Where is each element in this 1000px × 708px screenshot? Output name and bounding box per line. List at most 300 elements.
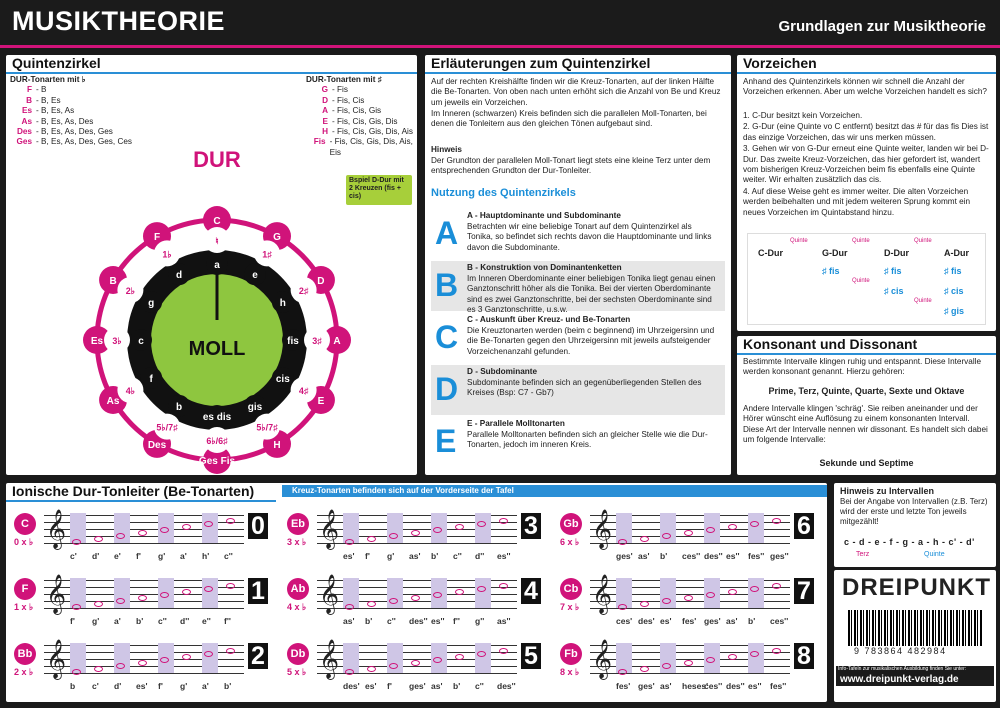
quintenzirkel-panel [6,55,417,475]
major-key-label: A [333,336,341,347]
vorzeichen-steps [743,111,990,219]
note-head [116,663,125,669]
note-label: d'' [180,616,190,626]
key-accidentals: - Fis, Cis, Gis, Dis, Ais [332,127,413,137]
note-head [772,648,781,654]
note-label: ges' [638,681,655,691]
note-head [138,660,147,666]
note-label: h' [202,551,210,561]
key-accidentals: - B, Es, As, Des, Ges [36,127,113,137]
key-name: Fis [313,137,326,147]
note-head [72,539,81,545]
scale-number: 8 [794,643,814,669]
konsonant-text: Bestimmte Intervalle klingen ruhig und entspannt. Diese Intervalle werden konsonant genannt. Hierzu gehören: [743,357,982,377]
flat-keys-title: DUR-Tonarten mit ♭ [10,75,86,84]
key-name: A [322,106,328,116]
page-title: MUSIKTHEORIE [12,6,226,36]
note-head [226,518,235,524]
note-label: ges'' [770,551,789,561]
minor-key-label: d [175,270,183,282]
usage-item [431,417,725,467]
note-label: des'' [497,681,516,691]
note-label: b' [365,616,373,626]
scale-number: 7 [794,578,814,604]
note-label: as'' [497,616,511,626]
key-name: D [322,95,328,105]
circle-of-fifths [6,55,417,475]
usage-title: D - Subdominante [467,367,538,376]
note-label: ges' [616,551,633,561]
note-label: es' [660,616,672,626]
note-head [455,524,464,530]
note-label: b' [660,551,668,561]
scale-number: 1 [248,578,268,604]
note-label: ges' [704,616,721,626]
note-label: heses' [682,681,709,691]
minor-key-label: b [175,401,183,413]
note-head [433,592,442,598]
note-label: f' [136,551,141,561]
accidental-count: 6 x ♭ [560,537,580,547]
scale-key: Cb [560,578,582,600]
accidental-count: 5♭/7♯ [156,422,178,433]
vorzeichen-diagram [747,233,986,325]
note-head [226,583,235,589]
major-key-label: Ges Fis [198,456,236,467]
note-label: ces'' [682,551,701,561]
note-label: b' [224,681,232,691]
key-name: H [322,127,328,137]
key-accidentals: - B, Es [36,95,61,105]
note-label: ces' [616,616,633,626]
key-accidentals: - B, Es, As, Des, Ges, Ces [36,137,133,147]
accidental-count: 0 x ♭ [14,537,34,547]
scale-row [12,637,274,697]
intro-text: Auf der rechten Kreishälfte finden wir die Kreuz-Tonarten, auf der linken Hälfte die Be-Tonarten. Von oben nach unten erhöht sich die Anzahl von Be und Kreuz um jeweils ein Vorzeichen. [431,77,721,107]
note-label: b [70,681,76,691]
note-label: as' [660,681,672,691]
note-label: ces'' [770,616,789,626]
note-head [138,595,147,601]
panel-title: Erläuterungen zum Quintenzirkel [425,55,731,71]
scale-number: 0 [248,513,268,539]
note-head [750,586,759,592]
moll-label: MOLL [188,338,246,360]
hinweis-text: Bei der Angabe von Intervallen (z.B. Terz) wird der erste und letzte Ton jeweils mitgezählt! [840,497,988,526]
dissonant-list: Sekunde und Septime [819,458,914,468]
usage-text: Parallele Molltonarten befinden sich an gleicher Stelle wie die Dur-Tonarten, jedoch im inneren Kreis. [467,430,708,450]
erlaeuterung-panel [425,55,731,475]
note-head [684,595,693,601]
major-key-label: Des [147,439,167,451]
note-label: as' [409,551,421,561]
fis-mark: ♯ fis [944,266,962,276]
note-head [640,536,649,542]
minor-key-label: g [148,298,155,309]
note-label: as' [726,616,738,626]
usage-item [431,365,725,415]
minor-key-label: fis [287,336,299,347]
note-head [706,657,715,663]
hinweis-text: Der Grundton der parallelen Moll-Tonart liegt stets eine kleine Terz unter dem entsprechenden Grundton der Dur-Tonleiter. [431,156,711,176]
note-head [728,589,737,595]
accidental-count: 2 x ♭ [14,667,34,677]
accidental-count: 3♯ [312,336,322,346]
note-head [411,660,420,666]
major-key-label: B [109,276,117,287]
usage-item [431,313,725,363]
key-g: G-Dur [822,248,848,258]
key-accidentals: - B [36,85,47,95]
scale-key: Eb [287,513,309,535]
key-accidentals: - B, Es, As, Des [36,116,94,126]
note-head [662,533,671,539]
dur-label: DUR [193,147,241,172]
usage-letter: C [435,319,459,355]
note-label: g' [180,681,188,691]
scale-key: Fb [560,643,582,665]
gis-mark: ♯ gis [944,306,965,316]
scale-row [285,507,547,567]
major-key-label: Es [90,336,104,347]
accidental-count: 3 x ♭ [287,537,307,547]
note-head [433,527,442,533]
usage-title: C - Auskunft über Kreuz- und Be-Tonarten [467,315,631,324]
minor-key-label: f [149,374,153,385]
scale-row [285,637,547,697]
panel-title: Vorzeichen [737,55,996,71]
interval-seq: c - d - e - f - g - a - h - c' - d' [844,537,975,547]
accidental-count: ♮ [215,236,219,246]
note-head [345,539,354,545]
note-label: a' [180,551,187,561]
usage-title: E - Parallele Molltonarten [467,419,565,428]
treble-clef-icon: 𝄞 [46,575,67,613]
step: 4. Auf diese Weise geht es immer weiter. Die alten Vorzeichen werden beibehalten und mit jedem weiteren Sprung kommt ein neues Vorzeichen im Quintabstand hinzu. [743,186,971,217]
step: 2. G-Dur (eine Quinte vo C entfernt) besitzt das # für das fis Dies ist das einzige Vorzeichen, das wir uns merken müssen. [743,122,989,142]
note-label: es'' [431,616,445,626]
note-head [160,592,169,598]
note-label: a' [202,681,209,691]
step: 3. Gehen wir von G-Dur erneut eine Quinte weiter, landen wir bei D-Dur. Das zweite Kreuz-Vorzeichen, das hier gefordert ist, wandert vom bisherigen Kreuz-Vorzeichen beim fis ebenfalls eine Quinte weiter. Wir erhalten zusätzlich das cis. [743,144,989,185]
usage-text: Die Kreuztonarten werden (beim c beginnend) im Uhrzeigersinn und die Be-Tonarten gegen den Uhrzeigersinn mit jeweils aufsteigender Vorzeichenanzahl gefunden. [467,326,715,356]
minor-key-label: es dis [202,412,232,423]
note-label: d' [114,681,122,691]
accidental-count: 2♭ [125,286,136,296]
note-head [640,601,649,607]
note-label: b' [431,551,439,561]
minor-key-label: gis [247,401,263,413]
note-head [772,583,781,589]
note-head [72,604,81,610]
quinte-label: Quinte [914,298,932,304]
note-head [389,663,398,669]
intro-text-2: Im Inneren (schwarzen) Kreis befinden sich die parallelen Moll-Tonarten, bei denen die Tonleitern aus den gleichen Tönen aufgebaut sind. [431,109,707,129]
vorzeichen-intro: Anhand des Quintenzirkels können wir schnell die Anzahl der Vorzeichen erkennen. Aber um welche Vorzeichen handelt es sich? [743,77,987,97]
cis-mark: ♯ cis [884,286,904,296]
accidental-count: 1♭ [162,249,172,260]
usage-text: Im Inneren Oberdominante einer beliebigen Tonika liegt genau einen Ganztonschritt höher als die Tonika. Bei der vierten Oberdominante sind es zwei Ganztonschritte, bei der sechsten Oberdominante sind es 3 Ganztonschritte, u.s.w. [467,274,716,314]
note-head [72,669,81,675]
hinweis-title: Hinweis [431,145,462,154]
nutzung-title: Nutzung des Quintenzirkels [431,187,576,199]
quinte-label: Quinte [790,238,808,244]
note-head [389,598,398,604]
scale-row [12,572,274,632]
note-label: c'' [387,616,396,626]
banner: Kreuz-Tonarten befinden sich auf der Vorderseite der Tafel [282,485,827,497]
key-accidentals: - Fis, Cis [332,95,365,105]
note-head [411,595,420,601]
hinweis-title: Hinweis zu Intervallen [840,486,935,496]
major-key-label: H [273,439,281,451]
note-head [367,601,376,607]
key-d: D-Dur [884,248,909,258]
usage-letter: D [435,371,459,407]
treble-clef-icon: 𝄞 [319,510,340,548]
note-label: g' [387,551,395,561]
quinte-label: Quinte [924,551,945,558]
note-label: es' [136,681,148,691]
note-label: ges' [409,681,426,691]
note-label: g' [92,616,100,626]
note-label: e' [114,551,121,561]
minor-key-label: c [138,336,144,347]
note-head [204,586,213,592]
accidental-count: 4♯ [298,386,309,396]
scale-key: F [14,578,36,600]
note-head [618,539,627,545]
note-head [684,530,693,536]
major-key-label: E [317,396,325,407]
note-head [411,530,420,536]
brand-logo: DREIPUNKT [842,574,992,601]
scale-number: 2 [248,643,268,669]
note-head [160,657,169,663]
step: 1. C-Dur besitzt kein Vorzeichen. [743,111,863,120]
note-label: f' [365,551,370,561]
note-head [182,524,191,530]
note-label: fes' [616,681,631,691]
accidental-count: 5♭/7♯ [256,422,278,433]
usage-text: Betrachten wir eine beliebige Tonart auf dem Quintenzirkel als Tonika, so befindet sich rechts davon die Hauptdominante und links davon die Subdominante. [467,222,712,252]
sharp-keys-title: DUR-Tonarten mit ♯ [306,75,382,84]
note-head [204,521,213,527]
note-label: c'' [158,616,167,626]
panel-title: Konsonant und Dissonant [737,336,996,352]
note-head [662,663,671,669]
note-label: es'' [748,681,762,691]
quinte-label: Quinte [852,278,870,284]
scale-number: 6 [794,513,814,539]
note-head [618,604,627,610]
note-head [94,536,103,542]
usage-item [431,261,725,314]
scale-row [558,637,820,697]
key-name: F [26,85,32,95]
key-a: A-Dur [944,248,969,258]
accidental-count: 8 x ♭ [560,667,580,677]
note-label: f'' [453,616,460,626]
note-head [728,654,737,660]
accidental-count: 4 x ♭ [287,602,307,612]
usage-letter: E [435,423,457,459]
key-accidentals: - Fis, Cis, Gis [332,106,382,116]
key-name: As [21,116,32,126]
note-head [455,589,464,595]
accidental-count: 5 x ♭ [287,667,307,677]
note-label: c'' [475,681,484,691]
publisher-panel [834,570,996,702]
note-label: c'' [224,551,233,561]
info-text: Info-Tafeln zur musikalischen Ausbildung finden Sie unter: [838,666,967,672]
scale-row [558,572,820,632]
note-label: es' [343,551,355,561]
note-label: f'' [224,616,231,626]
note-label: des'' [704,551,723,561]
key-name: E [322,116,328,126]
note-head [728,524,737,530]
treble-clef-icon: 𝄞 [592,575,613,613]
note-head [94,601,103,607]
note-head [367,536,376,542]
note-head [94,666,103,672]
note-label: g' [158,551,166,561]
accidental-count: 3♭ [112,336,122,346]
treble-clef-icon: 𝄞 [46,640,67,678]
treble-clef-icon: 𝄞 [592,640,613,678]
barcode-number: 9 783864 482984 [854,646,947,656]
major-key-label: As [106,396,120,407]
usage-title: B - Konstruktion von Dominantenketten [467,263,622,272]
konsonant-panel [737,336,996,475]
treble-clef-icon: 𝄞 [319,575,340,613]
key-name: Des [16,127,32,137]
scale-row [12,507,274,567]
accidental-count: 1♯ [262,249,272,260]
note-head [433,657,442,663]
note-head [116,533,125,539]
cis-mark: ♯ cis [944,286,964,296]
note-head [477,521,486,527]
key-accidentals: - B, Es, As [36,106,75,116]
accidental-count: 6♭/6♯ [206,436,228,446]
note-head [455,654,464,660]
note-label: fes' [682,616,697,626]
note-head [662,598,671,604]
major-key-label: G [273,232,281,244]
major-key-label: C [213,216,221,227]
usage-title: A - Hauptdominante und Subdominante [467,211,621,220]
note-label: b' [136,616,144,626]
note-head [345,604,354,610]
treble-clef-icon: 𝄞 [592,510,613,548]
key-accidentals: - Fis, Cis, Gis, Dis [332,116,398,126]
note-head [706,592,715,598]
terz-label: Terz [856,551,870,558]
note-head [750,521,759,527]
note-label: es'' [726,551,740,561]
page-subtitle: Grundlagen zur Musiktheorie [778,18,986,35]
scale-key: Ab [287,578,309,600]
scale-key: Bb [14,643,36,665]
note-label: as' [343,616,355,626]
fis-mark: ♯ fis [884,266,902,276]
usage-letter: A [435,215,459,251]
note-label: as' [431,681,443,691]
note-head [772,518,781,524]
note-head [345,669,354,675]
key-accidentals: - Fis [332,85,348,95]
usage-letter: B [435,267,459,303]
scale-key: Db [287,643,309,665]
note-label: g'' [475,616,485,626]
note-label: f' [158,681,163,691]
note-head [750,651,759,657]
note-head [182,654,191,660]
note-head [618,669,627,675]
scale-number: 4 [521,578,541,604]
note-head [499,583,508,589]
key-name: Es [21,106,32,116]
scale-row [285,572,547,632]
scale-number: 3 [521,513,541,539]
vorzeichen-panel [737,55,996,331]
major-key-label: D [317,276,325,287]
konsonant-list: Prime, Terz, Quinte, Quarte, Sexte und Oktave [768,386,965,396]
note-label: a' [114,616,121,626]
note-label: b' [453,681,461,691]
key-accidentals: - Fis, Cis, Gis, Dis, Ais, Eis [329,137,413,157]
note-label: es'' [497,551,511,561]
quinte-label: Quinte [914,238,932,244]
accidental-count: 4♭ [125,386,136,396]
note-label: d'' [475,551,485,561]
note-head [160,527,169,533]
note-label: c' [92,681,99,691]
minor-key-label: a [214,260,220,271]
minor-key-label: h [279,298,286,309]
note-head [182,589,191,595]
note-label: des' [638,616,655,626]
dissonant-text: Andere Intervalle klingen 'schräg'. Sie reiben aneinander und der Hörer wünscht eine Auflösung zu einem konsonanten Intervall. Diese Art der Intervalle nennen wir dissonant. Es handelt sich dabei um folgende Intervalle: [743,404,988,445]
note-head [116,598,125,604]
note-head [706,527,715,533]
scale-key: Gb [560,513,582,535]
note-head [204,651,213,657]
note-label: fes'' [748,551,765,561]
hinweis-panel [834,483,996,567]
example-note: Bspiel D-Dur mit 2 Kreuzen (fis + cis) [346,175,412,205]
key-name: B [26,95,32,105]
note-label: es' [365,681,377,691]
note-label: des'' [726,681,745,691]
note-label: e'' [202,616,211,626]
scale-row [558,507,820,567]
note-head [640,666,649,672]
website-link[interactable]: www.dreipunkt-verlag.de [840,674,959,685]
key-name: G [321,85,328,95]
usage-text: Subdominante befinden sich an gegenüberliegenden Stellen des Kreises (Bsp: C7 - Gb7) [467,378,702,398]
note-head [389,533,398,539]
panel-title: Quintenzirkel [6,55,417,71]
header [0,0,1000,48]
scale-number: 5 [521,643,541,669]
note-head [499,648,508,654]
treble-clef-icon: 𝄞 [319,640,340,678]
major-key-label: F [153,232,161,244]
note-label: c'' [453,551,462,561]
